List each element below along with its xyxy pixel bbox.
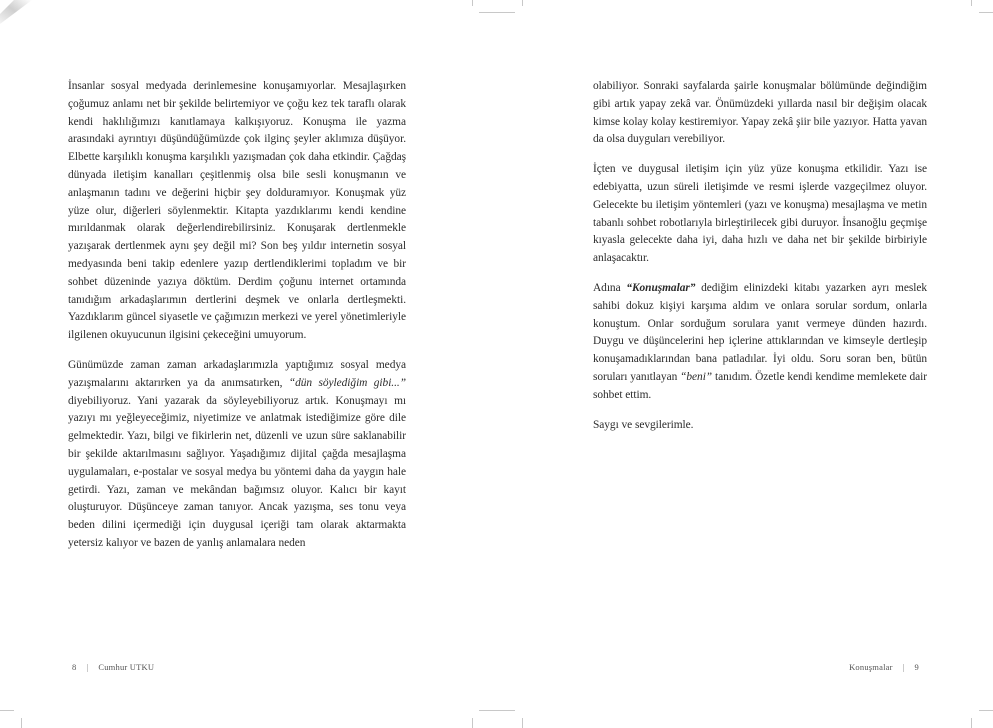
page-number: 8 — [72, 662, 77, 672]
text-run: olabiliyor. Sonraki sayfalarda şairle konuşmalar bölümünde değindiğim gibi artık yapay zekâ var. Önümüzdeki yıllarda nasıl bir değişim olacak kimse kolay kolay kestiremiyor. Yapay zekâ şiir bile yazıyor. Hatta yavan da olsa duyguları verebiliyor. — [593, 80, 927, 146]
left-page-footer — [72, 662, 154, 672]
text-run: Adına — [593, 281, 627, 294]
text-run: diyebiliyoruz. Yani yazarak da söyleyebiliyoruz artık. Konuşmayı mı yazıyı mı yeğleyeceğimiz, niyetimize ve anlatmak istediğimize göre dile gelmektedir. Yazı, bilgi ve fikirlerin net, düzenli ve uzun süre saklanabilir bir şekilde aktarılmasını sağlıyor. Yaşadığımız dijital çağda mesajlaşma uygulamaları, e-postalar ve sosyal medya bu yöntemi daha da yaygın hale getirdi. Yazı, zaman ve mekândan bağımsız oluyor. Kalıcı bir kayıt oluşturuyor. Düşünceye zaman tanıyor. Ancak yazışma, ses tonu veya beden dilini içermediği için duygusal içeriği tam olarak aktarmakta yetersiz kalıyor ve bazen de yanlış anlamalara neden — [68, 394, 406, 549]
right-page — [593, 78, 927, 446]
left-page — [68, 78, 406, 565]
text-run: tanıdım. Özetle kendi kendime memlekete dair sohbet ettim. — [593, 370, 927, 401]
paragraph — [593, 78, 927, 149]
paragraph — [68, 78, 406, 345]
text-run: İçten ve duygusal iletişim için yüz yüze konuşma etkilidir. Yazı ise edebiyatta, uzun süreli iletişimde ve resmi işlerde vazgeçilmez oluyor. Gelecekte bu iletişim yöntemleri (yazı ve konuşma) mesajlaşma ve metin tabanlı sohbet robotlarıyla birleştirilecek gibi duruyor. İnsanoğlu geçmişe kıyasla gelecekte daha iyi, daha hızlı ve daha net bir şekilde birbiriyle anlaşacaktır. — [593, 163, 927, 265]
running-head-title: Konuşmalar — [849, 662, 893, 672]
paragraph — [593, 161, 927, 268]
crop-mark — [979, 710, 993, 711]
text-run: Günümüzde zaman zaman arkadaşlarımızla yaptığımız sosyal medya yazışmalarını aktarırken ya da anımsatırken, — [68, 358, 406, 389]
paragraph — [593, 417, 927, 435]
crop-mark — [21, 718, 22, 728]
italic-quote: “beni” — [680, 370, 713, 383]
text-run: dediğim elinizdeki kitabı yazarken ayrı meslek sahibi dokuz kişiyi karşıma aldım ve onlara sorular sordum, onlarla konuştum. Onlar sorduğum sorulara yanıt vermeye dünden hazırdı. Duygu ve düşüncelerini hep içlerine attıklarından ve kimseyle dertleşip konuşamadıklarından bana patladılar. İyi oldu. Soru soran ben, bütün soruları yanıtlayan — [593, 281, 927, 383]
page-curl-icon — [0, 0, 32, 24]
page-number: 9 — [914, 662, 919, 672]
crop-mark — [479, 710, 515, 711]
crop-mark — [522, 0, 523, 6]
footer-separator: | — [902, 662, 905, 672]
italic-quote: “dün söylediğim gibi...” — [288, 376, 406, 389]
crop-mark — [479, 12, 515, 13]
running-head-author: Cumhur UTKU — [98, 662, 155, 672]
text-run: Saygı ve sevgilerimle. — [593, 418, 694, 431]
right-page-footer — [849, 662, 919, 672]
crop-mark — [979, 12, 993, 13]
paragraph — [68, 357, 406, 553]
crop-mark — [971, 718, 972, 728]
footer-separator: | — [86, 662, 89, 672]
crop-mark — [522, 718, 523, 728]
crop-mark — [0, 710, 14, 711]
text-run: İnsanlar sosyal medyada derinlemesine konuşamıyorlar. Mesajlaşırken çoğumuz anlamı net bir şekilde belirtemiyor ve çoğu kez tek taraflı olarak kendi haklılığımızı kanıtlamaya kalkışıyoruz. Konuşma ile yazma arasındaki ayrıntıyı düşündüğümüzde çok ilginç şeyler aklımıza düşüyor. Elbette karşılıklı konuşma karşılıklı yazışmadan çok daha etkindir. Çağdaş dünyada iletişim kanalları çeşitlenmiş olsa bile sesli konuşmanın ve anlaşmanın tadını ve değerini hiçbir şey dolduramıyor. Konuşmak yüz yüze olur, diğerleri söylenmektir. Kitapta yazdıklarımı kendi kendine mırıldanmak olarak değerlendirebilirsiniz. Konuşarak dertlenmekle yazışarak dertlenmek aynı şey değil mi? Son beş yıldır internetin sosyal medyasında beni takip edenlere yazıp dertlendiklerimi topladım ve bir sohbet düzeninde yazıya döktüm. Derdim çoğunu internet ortamında tanıdığım arkadaşlarımın dertlerini deşmek ve onlarla dertleşmekti. Yazdıklarım güncel siyasetle ve çağımızın merkezi ve yerel yönetimleriyle ilgilenen okuyucunun ilgisini çekeceğini umuyorum. — [68, 80, 406, 342]
crop-mark — [971, 0, 972, 6]
paragraph — [593, 280, 927, 405]
crop-mark — [472, 0, 473, 6]
crop-mark — [472, 718, 473, 728]
book-title-emphasis: “Konuşmalar” — [626, 281, 696, 294]
